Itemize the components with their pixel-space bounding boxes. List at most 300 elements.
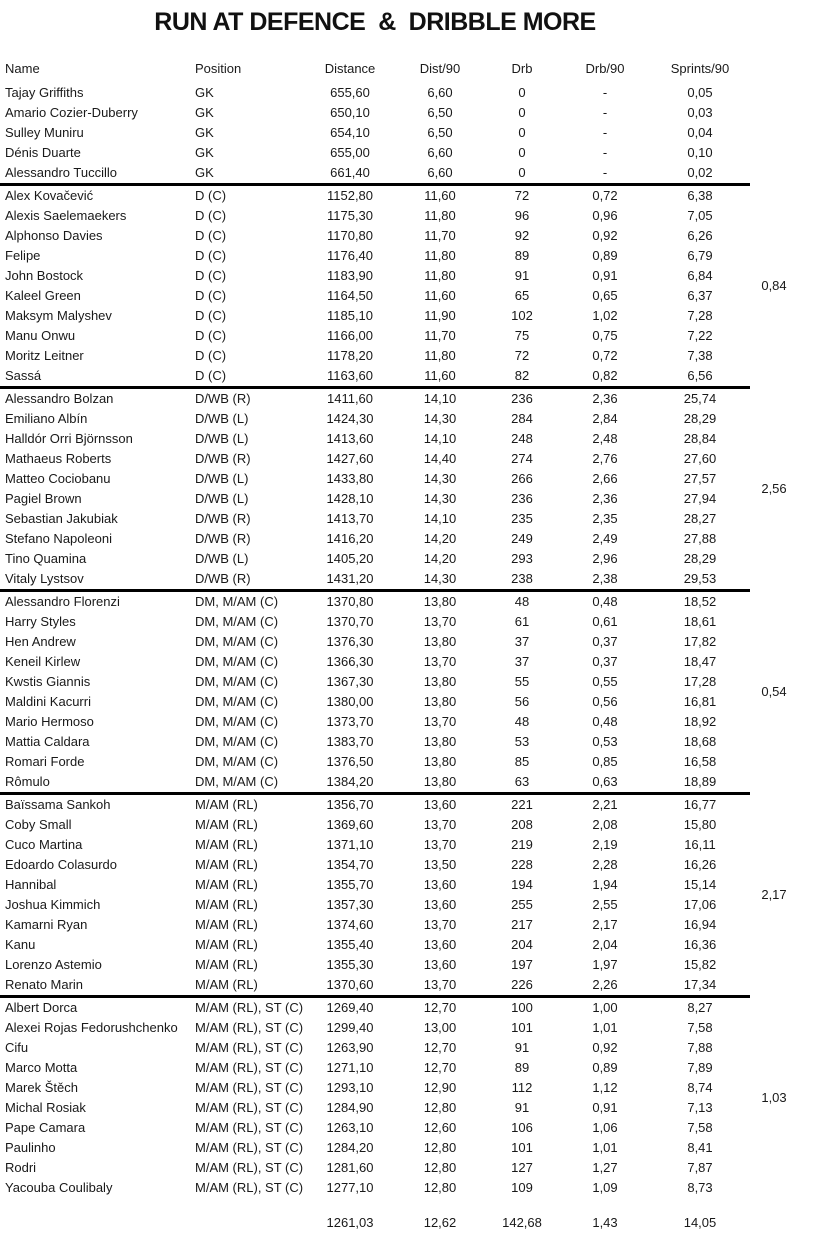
cell-distance: 1428,10 xyxy=(326,491,374,506)
cell-distance: 650,10 xyxy=(330,105,370,120)
cell-name: Hannibal xyxy=(5,877,57,892)
table-row xyxy=(0,186,750,206)
cell-drb90: 1,09 xyxy=(592,1180,618,1195)
cell-name: Paulinho xyxy=(5,1140,56,1155)
cell-position: D/WB (L) xyxy=(195,411,249,426)
cell-drb90: 0,37 xyxy=(592,634,618,649)
cell-sprints90: 29,53 xyxy=(683,571,717,586)
cell-name: Alex Kovačević xyxy=(5,188,94,203)
cell-position: M/AM (RL) xyxy=(195,857,258,872)
cell-sprints90: 16,11 xyxy=(684,837,716,852)
cell-drb90: 0,72 xyxy=(592,188,618,203)
cell-name: Kaleel Green xyxy=(5,288,81,303)
table-row xyxy=(0,592,750,612)
cell-dist90: 13,80 xyxy=(423,734,457,749)
cell-distance: 1369,60 xyxy=(326,817,374,832)
cell-position: D (C) xyxy=(195,328,227,343)
cell-distance: 1263,90 xyxy=(326,1040,374,1055)
cell-dist90: 6,60 xyxy=(427,165,453,180)
table-row xyxy=(0,998,750,1018)
cell-sprints90: 28,27 xyxy=(683,511,717,526)
table-row xyxy=(0,895,750,915)
cell-sprints90: 27,60 xyxy=(683,451,717,466)
cell-sprints90: 15,82 xyxy=(683,957,717,972)
cell-drb: 85 xyxy=(514,754,530,769)
cell-sprints90: 18,47 xyxy=(683,654,717,669)
cell-drb: 100 xyxy=(511,1000,533,1015)
cell-name: Alphonso Davies xyxy=(5,228,103,243)
cell-position: D (C) xyxy=(195,288,227,303)
cell-drb90: 0,85 xyxy=(592,754,618,769)
table-row xyxy=(0,732,750,752)
cell-name: Tino Quamina xyxy=(5,551,87,566)
cell-distance: 1354,70 xyxy=(326,857,374,872)
cell-position: M/AM (RL), ST (C) xyxy=(195,1160,304,1175)
cell-sprints90: 0,03 xyxy=(687,105,713,120)
table-row xyxy=(0,772,750,792)
table-row xyxy=(0,672,750,692)
cell-dist90: 11,80 xyxy=(424,248,456,263)
cell-drb90: - xyxy=(602,125,608,140)
summary-cell-sprints90: 14,05 xyxy=(683,1215,717,1230)
cell-name: Alexis Saelemaekers xyxy=(5,208,127,223)
cell-name: Alessandro Tuccillo xyxy=(5,165,117,180)
summary-cell-distance: 1261,03 xyxy=(326,1215,374,1230)
cell-drb90: 1,01 xyxy=(592,1140,618,1155)
cell-dist90: 11,60 xyxy=(424,288,456,303)
cell-sprints90: 0,10 xyxy=(687,145,713,160)
cell-position: M/AM (RL) xyxy=(195,957,258,972)
cell-distance: 1384,20 xyxy=(326,774,374,789)
cell-drb90: 2,04 xyxy=(592,937,618,952)
summary-cell-name xyxy=(0,1213,192,1233)
cell-distance: 1413,60 xyxy=(326,431,374,446)
cell-dist90: 13,80 xyxy=(423,754,457,769)
cell-position: M/AM (RL) xyxy=(195,797,258,812)
cell-dist90: 14,30 xyxy=(423,571,457,586)
table-row xyxy=(0,469,750,489)
cell-position: DM, M/AM (C) xyxy=(195,634,279,649)
cell-distance: 1152,80 xyxy=(326,188,374,203)
cell-dist90: 13,80 xyxy=(423,594,457,609)
cell-name: Harry Styles xyxy=(5,614,76,629)
cell-drb: 91 xyxy=(514,1040,530,1055)
cell-sprints90: 6,56 xyxy=(687,368,713,383)
cell-sprints90: 8,27 xyxy=(687,1000,713,1015)
cell-position: GK xyxy=(195,85,214,100)
cell-position: D (C) xyxy=(195,208,227,223)
cell-name: Felipe xyxy=(5,248,41,263)
cell-distance: 1166,00 xyxy=(326,328,374,343)
cell-drb: 37 xyxy=(514,654,530,669)
cell-dist90: 13,80 xyxy=(423,674,457,689)
cell-position: DM, M/AM (C) xyxy=(195,774,279,789)
cell-sprints90: 8,41 xyxy=(687,1140,713,1155)
cell-name: Pagiel Brown xyxy=(5,491,82,506)
cell-sprints90: 15,80 xyxy=(683,817,717,832)
cell-drb90: 0,96 xyxy=(592,208,618,223)
table-row xyxy=(0,366,750,386)
cell-sprints90: 18,68 xyxy=(683,734,717,749)
cell-sprints90: 0,04 xyxy=(687,125,713,140)
cell-position: GK xyxy=(195,165,214,180)
table-row xyxy=(0,449,750,469)
cell-name: Manu Onwu xyxy=(5,328,76,343)
column-header-sprints90: Sprints/90 xyxy=(670,61,730,76)
cell-dist90: 14,30 xyxy=(423,471,457,486)
cell-distance: 1383,70 xyxy=(326,734,374,749)
cell-sprints90: 0,02 xyxy=(687,165,713,180)
cell-drb90: 1,01 xyxy=(592,1020,618,1035)
cell-drb90: - xyxy=(602,165,608,180)
cell-position: DM, M/AM (C) xyxy=(195,674,279,689)
cell-name: Kwstis Giannis xyxy=(5,674,91,689)
cell-name: Marco Motta xyxy=(5,1060,78,1075)
cell-name: Matteo Cociobanu xyxy=(5,471,111,486)
group-average-drb90: 0,84 xyxy=(761,278,787,293)
cell-drb: 194 xyxy=(511,877,533,892)
cell-sprints90: 6,26 xyxy=(687,228,713,243)
cell-dist90: 11,80 xyxy=(424,348,456,363)
cell-sprints90: 6,84 xyxy=(687,268,713,283)
cell-sprints90: 16,77 xyxy=(683,797,717,812)
cell-distance: 1185,10 xyxy=(326,308,374,323)
group-average-drb90: 2,56 xyxy=(761,481,787,496)
cell-dist90: 14,40 xyxy=(423,451,457,466)
table-row xyxy=(0,306,750,326)
cell-distance: 1293,10 xyxy=(326,1080,374,1095)
cell-distance: 1405,20 xyxy=(326,551,374,566)
cell-dist90: 13,70 xyxy=(423,837,457,852)
cell-drb: 208 xyxy=(511,817,533,832)
table-row xyxy=(0,955,750,975)
cell-name: Mathaeus Roberts xyxy=(5,451,112,466)
table-row xyxy=(0,226,750,246)
cell-drb: 204 xyxy=(511,937,533,952)
cell-position: M/AM (RL), ST (C) xyxy=(195,1000,304,1015)
column-header-name: Name xyxy=(5,61,40,76)
cell-dist90: 14,20 xyxy=(423,551,457,566)
cell-sprints90: 7,88 xyxy=(687,1040,713,1055)
cell-position: M/AM (RL), ST (C) xyxy=(195,1180,304,1195)
table-row xyxy=(0,1058,750,1078)
cell-drb90: 0,91 xyxy=(592,1100,618,1115)
cell-sprints90: 18,61 xyxy=(683,614,717,629)
cell-distance: 1376,50 xyxy=(326,754,374,769)
summary-cell-drb90: 1,43 xyxy=(592,1215,618,1230)
cell-drb: 219 xyxy=(511,837,533,852)
cell-dist90: 11,80 xyxy=(424,208,456,223)
cell-position: D/WB (L) xyxy=(195,551,249,566)
position-group xyxy=(0,389,787,592)
table-row xyxy=(0,692,750,712)
cell-drb: 92 xyxy=(514,228,530,243)
cell-position: GK xyxy=(195,105,214,120)
cell-dist90: 12,80 xyxy=(423,1100,457,1115)
table-summary-row xyxy=(0,1213,750,1233)
table-row xyxy=(0,1098,750,1118)
cell-dist90: 14,20 xyxy=(423,531,457,546)
cell-sprints90: 7,05 xyxy=(687,208,713,223)
cell-dist90: 11,70 xyxy=(424,228,456,243)
cell-name: Cifu xyxy=(5,1040,29,1055)
cell-sprints90: 7,13 xyxy=(687,1100,713,1115)
cell-drb: 101 xyxy=(511,1020,533,1035)
table-row xyxy=(0,206,750,226)
cell-drb: 127 xyxy=(511,1160,533,1175)
cell-position: M/AM (RL), ST (C) xyxy=(195,1120,304,1135)
table-row xyxy=(0,389,750,409)
cell-distance: 655,00 xyxy=(330,145,370,160)
cell-distance: 1277,10 xyxy=(326,1180,374,1195)
cell-name: Kanu xyxy=(5,937,36,952)
cell-sprints90: 15,14 xyxy=(683,877,717,892)
position-group xyxy=(0,795,787,998)
cell-dist90: 13,60 xyxy=(423,897,457,912)
cell-drb90: 2,17 xyxy=(592,917,618,932)
cell-distance: 1427,60 xyxy=(326,451,374,466)
cell-drb90: 0,53 xyxy=(592,734,618,749)
cell-sprints90: 18,52 xyxy=(683,594,717,609)
cell-name: Kamarni Ryan xyxy=(5,917,88,932)
cell-position: D/WB (R) xyxy=(195,531,251,546)
cell-position: DM, M/AM (C) xyxy=(195,714,279,729)
cell-drb: 48 xyxy=(514,714,530,729)
cell-drb: 72 xyxy=(514,348,530,363)
cell-name: Sassá xyxy=(5,368,42,383)
cell-drb90: 2,66 xyxy=(592,471,618,486)
cell-drb: 72 xyxy=(514,188,530,203)
cell-position: M/AM (RL) xyxy=(195,977,258,992)
cell-drb90: 2,76 xyxy=(592,451,618,466)
table-row xyxy=(0,875,750,895)
cell-position: GK xyxy=(195,125,214,140)
cell-name: Rodri xyxy=(5,1160,37,1175)
cell-drb90: 0,48 xyxy=(592,714,618,729)
cell-dist90: 13,70 xyxy=(423,817,457,832)
table-row xyxy=(0,632,750,652)
cell-drb90: 0,92 xyxy=(592,1040,618,1055)
cell-name: Yacouba Coulibaly xyxy=(5,1180,113,1195)
cell-drb90: 2,38 xyxy=(592,571,618,586)
cell-drb90: 2,55 xyxy=(592,897,618,912)
cell-position: DM, M/AM (C) xyxy=(195,614,279,629)
cell-distance: 655,60 xyxy=(330,85,370,100)
cell-sprints90: 25,74 xyxy=(683,391,717,406)
cell-sprints90: 27,88 xyxy=(683,531,717,546)
cell-drb: 266 xyxy=(511,471,533,486)
cell-distance: 1376,30 xyxy=(326,634,374,649)
cell-name: Joshua Kimmich xyxy=(5,897,101,912)
cell-position: D/WB (R) xyxy=(195,511,251,526)
cell-drb90: 1,12 xyxy=(592,1080,618,1095)
table-row xyxy=(0,795,750,815)
cell-position: M/AM (RL), ST (C) xyxy=(195,1100,304,1115)
cell-drb90: 0,48 xyxy=(592,594,618,609)
cell-position: M/AM (RL), ST (C) xyxy=(195,1140,304,1155)
cell-name: Mattia Caldara xyxy=(5,734,90,749)
cell-position: D/WB (L) xyxy=(195,491,249,506)
cell-name: Maldini Kacurri xyxy=(5,694,91,709)
table-row xyxy=(0,326,750,346)
table-row xyxy=(0,549,750,569)
cell-sprints90: 16,58 xyxy=(683,754,717,769)
cell-drb90: 0,61 xyxy=(592,614,618,629)
table-row xyxy=(0,246,750,266)
cell-name: Coby Small xyxy=(5,817,72,832)
cell-drb90: 2,36 xyxy=(592,491,618,506)
cell-drb90: 1,27 xyxy=(592,1160,618,1175)
cell-sprints90: 17,28 xyxy=(683,674,717,689)
cell-distance: 1355,70 xyxy=(326,877,374,892)
cell-sprints90: 27,94 xyxy=(683,491,717,506)
cell-dist90: 12,80 xyxy=(423,1160,457,1175)
cell-position: M/AM (RL) xyxy=(195,897,258,912)
cell-distance: 1370,80 xyxy=(326,594,374,609)
table-row xyxy=(0,1078,750,1098)
cell-name: John Bostock xyxy=(5,268,84,283)
table-row xyxy=(0,915,750,935)
cell-sprints90: 28,84 xyxy=(683,431,717,446)
page-title: RUN AT DEFENCE & DRIBBLE MORE xyxy=(154,8,596,36)
cell-sprints90: 7,58 xyxy=(687,1020,713,1035)
cell-position: D (C) xyxy=(195,368,227,383)
cell-drb: 106 xyxy=(511,1120,533,1135)
cell-sprints90: 18,92 xyxy=(683,714,717,729)
cell-distance: 1373,70 xyxy=(326,714,374,729)
cell-position: M/AM (RL) xyxy=(195,817,258,832)
cell-dist90: 6,50 xyxy=(427,125,453,140)
column-header-distance: Distance xyxy=(324,61,376,76)
table-row xyxy=(0,163,750,183)
cell-drb90: 2,21 xyxy=(592,797,618,812)
cell-dist90: 13,70 xyxy=(423,714,457,729)
cell-sprints90: 18,89 xyxy=(683,774,717,789)
cell-position: D (C) xyxy=(195,248,227,263)
cell-drb: 109 xyxy=(511,1180,533,1195)
cell-drb90: 0,91 xyxy=(592,268,618,283)
cell-distance: 1357,30 xyxy=(326,897,374,912)
table-row xyxy=(0,429,750,449)
table-row xyxy=(0,346,750,366)
cell-distance: 1284,20 xyxy=(326,1140,374,1155)
cell-dist90: 13,70 xyxy=(423,614,457,629)
group-average-drb90: 2,17 xyxy=(761,887,787,902)
cell-distance: 1183,90 xyxy=(326,268,374,283)
cell-dist90: 11,60 xyxy=(424,188,456,203)
cell-drb: 228 xyxy=(511,857,533,872)
table-row xyxy=(0,1018,750,1038)
cell-distance: 1424,30 xyxy=(326,411,374,426)
cell-dist90: 11,80 xyxy=(424,268,456,283)
cell-position: DM, M/AM (C) xyxy=(195,754,279,769)
cell-drb: 236 xyxy=(511,391,533,406)
cell-distance: 1355,40 xyxy=(326,937,374,952)
cell-drb: 37 xyxy=(514,634,530,649)
cell-distance: 1367,30 xyxy=(326,674,374,689)
cell-drb90: 0,75 xyxy=(592,328,618,343)
cell-sprints90: 7,89 xyxy=(687,1060,713,1075)
table-row xyxy=(0,286,750,306)
cell-drb90: 2,19 xyxy=(592,837,618,852)
cell-drb90: 1,97 xyxy=(592,957,618,972)
cell-drb90: 0,72 xyxy=(592,348,618,363)
cell-drb: 235 xyxy=(511,511,533,526)
cell-sprints90: 8,74 xyxy=(687,1080,713,1095)
cell-sprints90: 6,38 xyxy=(687,188,713,203)
position-group xyxy=(0,998,787,1198)
cell-position: M/AM (RL), ST (C) xyxy=(195,1040,304,1055)
column-header-dist90: Dist/90 xyxy=(419,61,461,76)
cell-drb: 75 xyxy=(514,328,530,343)
cell-position: DM, M/AM (C) xyxy=(195,734,279,749)
cell-position: D (C) xyxy=(195,348,227,363)
cell-dist90: 13,70 xyxy=(423,654,457,669)
cell-distance: 1356,70 xyxy=(326,797,374,812)
cell-dist90: 12,60 xyxy=(423,1120,457,1135)
cell-drb: 238 xyxy=(511,571,533,586)
table-row xyxy=(0,103,750,123)
cell-drb: 63 xyxy=(514,774,530,789)
cell-drb: 96 xyxy=(514,208,530,223)
cell-position: D (C) xyxy=(195,308,227,323)
cell-position: M/AM (RL), ST (C) xyxy=(195,1080,304,1095)
cell-drb: 0 xyxy=(518,105,526,120)
cell-drb: 221 xyxy=(511,797,533,812)
summary-cell-dist90: 12,62 xyxy=(423,1215,457,1230)
group-average-drb90: 0,54 xyxy=(761,684,787,699)
cell-position: DM, M/AM (C) xyxy=(195,694,279,709)
cell-drb90: 2,28 xyxy=(592,857,618,872)
cell-sprints90: 16,26 xyxy=(683,857,717,872)
cell-drb: 112 xyxy=(511,1080,533,1095)
cell-distance: 1380,00 xyxy=(326,694,374,709)
cell-position: M/AM (RL), ST (C) xyxy=(195,1020,304,1035)
table-row xyxy=(0,569,750,589)
cell-drb90: 2,49 xyxy=(592,531,618,546)
table-row xyxy=(0,143,750,163)
cell-drb: 236 xyxy=(511,491,533,506)
cell-name: Emiliano Albín xyxy=(5,411,88,426)
cell-position: D/WB (R) xyxy=(195,571,251,586)
cell-name: Keneil Kirlew xyxy=(5,654,81,669)
cell-drb: 102 xyxy=(511,308,533,323)
cell-drb90: 0,65 xyxy=(592,288,618,303)
cell-distance: 1281,60 xyxy=(326,1160,374,1175)
cell-drb90: 2,26 xyxy=(592,977,618,992)
cell-dist90: 14,30 xyxy=(423,411,457,426)
cell-dist90: 13,60 xyxy=(423,957,457,972)
cell-position: D/WB (L) xyxy=(195,431,249,446)
table-row xyxy=(0,1158,750,1178)
column-header-drb90: Drb/90 xyxy=(585,61,625,76)
cell-drb: 101 xyxy=(511,1140,533,1155)
cell-dist90: 13,70 xyxy=(423,917,457,932)
cell-dist90: 12,70 xyxy=(423,1000,457,1015)
cell-dist90: 14,10 xyxy=(423,391,457,406)
table-row xyxy=(0,815,750,835)
cell-dist90: 12,80 xyxy=(423,1180,457,1195)
cell-sprints90: 28,29 xyxy=(683,551,717,566)
cell-drb90: - xyxy=(602,85,608,100)
cell-sprints90: 6,37 xyxy=(687,288,713,303)
cell-sprints90: 6,79 xyxy=(687,248,713,263)
cell-drb90: 1,02 xyxy=(592,308,618,323)
summary-cell-position xyxy=(192,1213,304,1233)
cell-dist90: 13,60 xyxy=(423,877,457,892)
cell-distance: 1370,70 xyxy=(326,614,374,629)
cell-drb: 0 xyxy=(518,165,526,180)
